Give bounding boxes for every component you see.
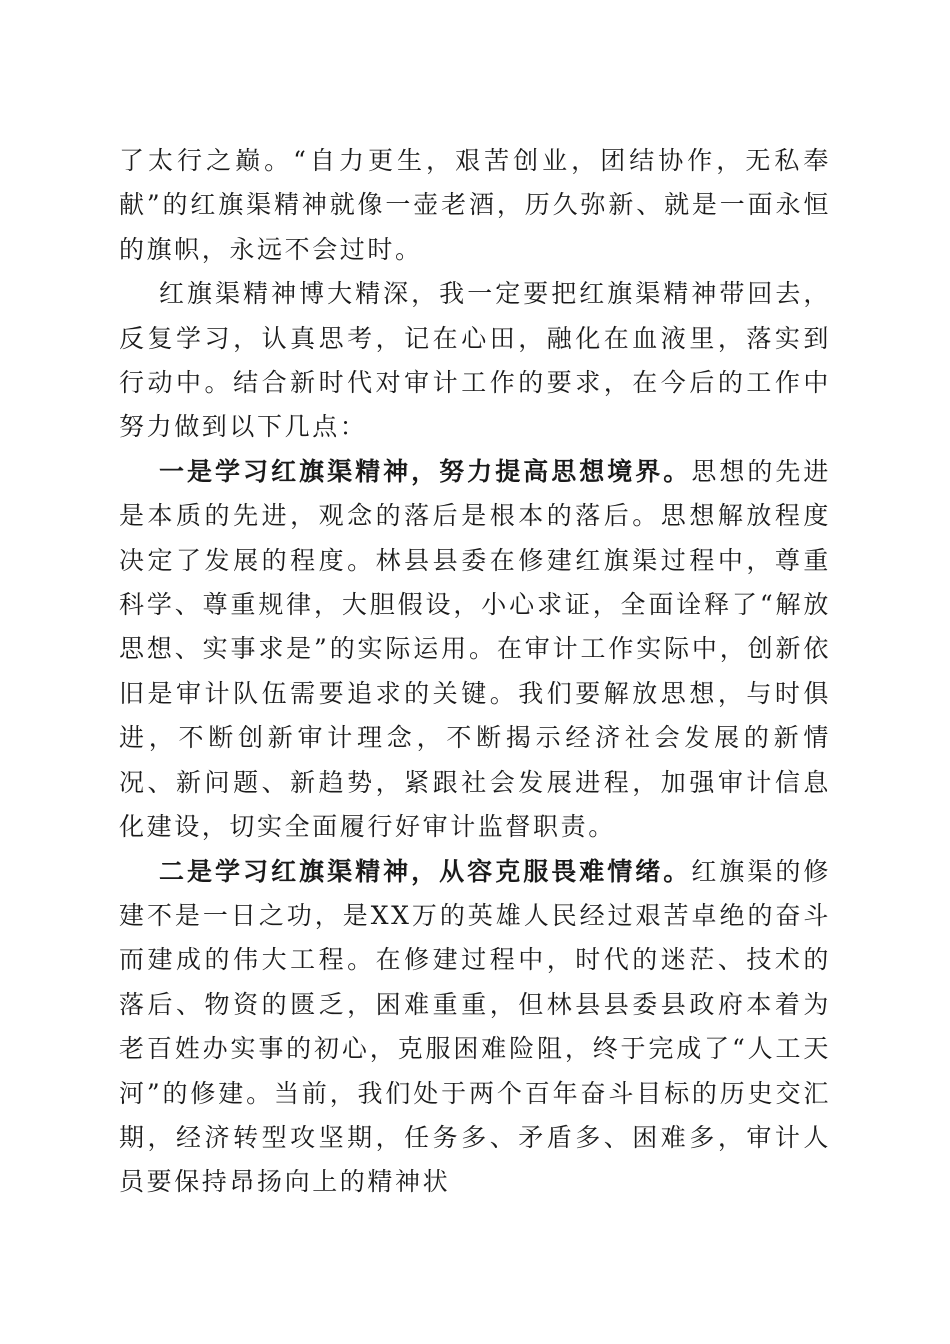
paragraph-text: 红旗渠精神博大精深，我一定要把红旗渠精神带回去，反复学习，认真思考，记在心田，融化在血液里，落实到行动中。结合新时代对审计工作的要求，在今后的工作中努力做到以下几点： [119, 279, 831, 442]
paragraph-lead-heading: 二是学习红旗渠精神，从容克服畏难情绪。 [159, 856, 692, 886]
paragraph-point-one [119, 450, 831, 850]
paragraph-point-two [119, 850, 831, 1205]
paragraph-text: 了太行之巅。“自力更生，艰苦创业，团结协作，无私奉献”的红旗渠精神就像一壶老酒，历久弥新、就是一面永恒的旗帜，永远不会过时。 [119, 146, 831, 264]
document-body [119, 139, 831, 1205]
paragraph-lead-heading: 一是学习红旗渠精神，努力提高思想境界。 [159, 456, 692, 486]
paragraph-text: 思想的先进是本质的先进，观念的落后是根本的落后。思想解放程度决定了发展的程度。林县县委在修建红旗渠过程中，尊重科学、尊重规律，大胆假设，小心求证，全面诠释了“解放思想、实事求是”的实际运用。在审计工作实际中，创新依旧是审计队伍需要追求的关键。我们要解放思想，与时俱进，不断创新审计理念，不断揭示经济社会发展的新情况、新问题、新趋势，紧跟社会发展进程，加强审计信息化建设，切实全面履行好审计监督职责。 [119, 456, 831, 842]
paragraph-text: 红旗渠的修建不是一日之功，是XX万的英雄人民经过艰苦卓绝的奋斗而建成的伟大工程。在修建过程中，时代的迷茫、技术的落后、物资的匮乏，困难重重，但林县县委县政府本着为老百姓办实事的初心，克服困难险阻，终于完成了“人工天河”的修建。当前，我们处于两个百年奋斗目标的历史交汇期，经济转型攻坚期，任务多、矛盾多、困难多，审计人员要保持昂扬向上的精神状 [119, 856, 831, 1197]
paragraph-continuation [119, 139, 831, 272]
paragraph-resolution [119, 272, 831, 450]
